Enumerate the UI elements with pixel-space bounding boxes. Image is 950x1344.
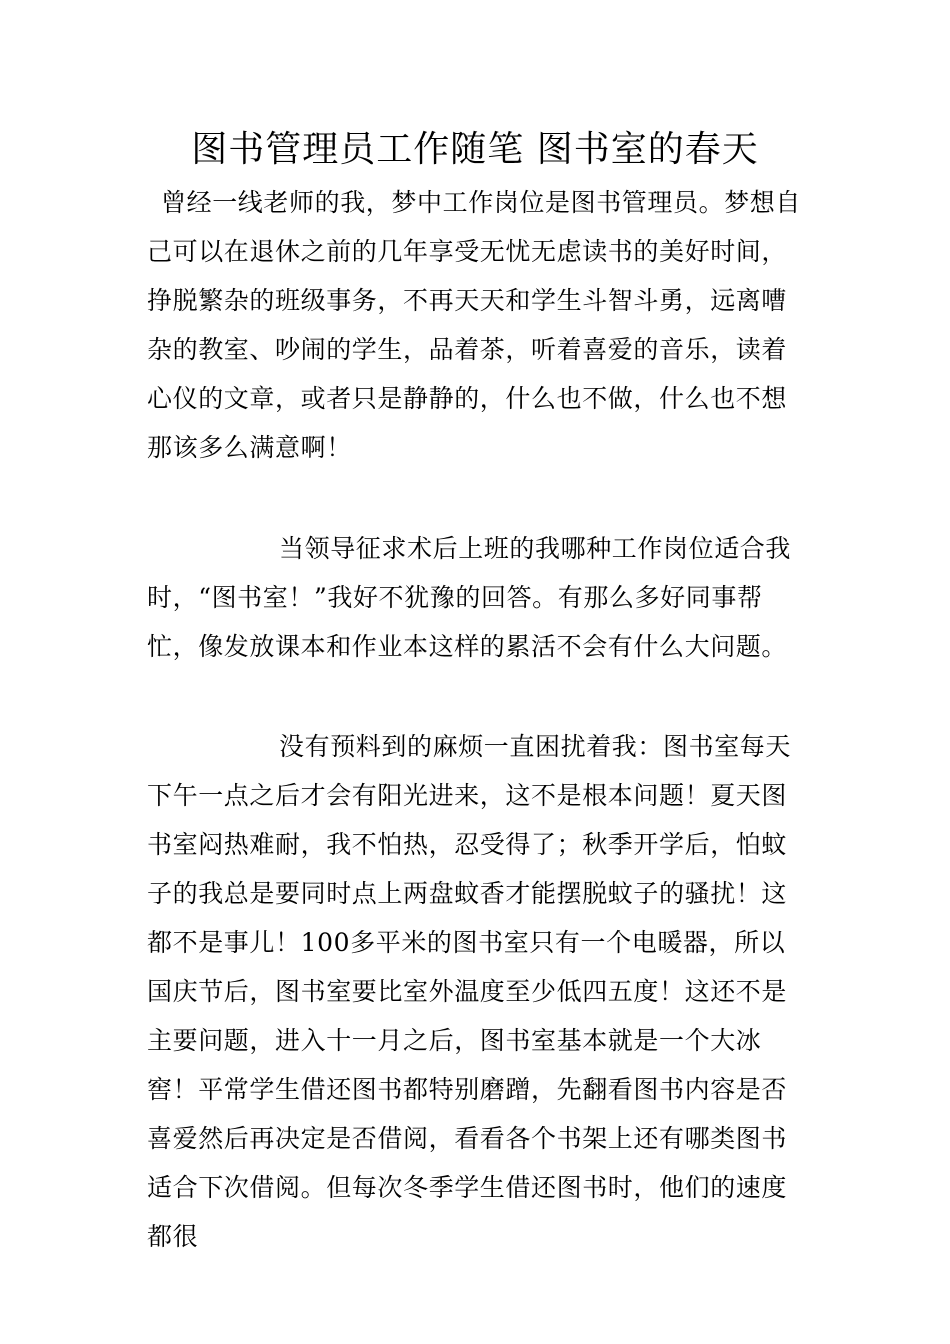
paragraph-1: 曾经一线老师的我，梦中工作岗位是图书管理员。梦想自己可以在退休之前的几年享受无忧无虑读书的美好时间，挣脱繁杂的班级事务，不再天天和学生斗智斗勇，远离嘈杂的教室、吵闹的学生，品着茶，听着喜爱的音乐，读着心仪的文章，或者只是静静的，什么也不做，什么也不想那该多么满意啊！ bbox=[147, 188, 802, 462]
paragraph-2: 当领导征求术后上班的我哪种工作岗位适合我时，“图书室！”我好不犹豫的回答。有那么多好同事帮忙，像发放课本和作业本这样的累活不会有什么大问题。 bbox=[147, 534, 792, 661]
paragraph-3: 没有预料到的麻烦一直困扰着我：图书室每天下午一点之后才会有阳光进来，这不是根本问题！夏天图书室闷热难耐，我不怕热，忍受得了；秋季开学后，怕蚊子的我总是要同时点上两盘蚊香才能摆脱蚊子的骚扰！这都不是事儿！100多平米的图书室只有一个电暖器，所以国庆节后，图书室要比室外温度至少低四五度！这还不是主要问题，进入十一月之后，图书室基本就是一个大冰窖！平常学生借还图书都特别磨蹭，先翻看图书内容是否喜爱然后再决定是否借阅，看看各个书架上还有哪类图书适合下次借阅。但每次冬季学生借还图书时，他们的速度都很 bbox=[147, 732, 792, 1251]
document-title: 图书管理员工作随笔 图书室的春天 bbox=[191, 129, 759, 170]
